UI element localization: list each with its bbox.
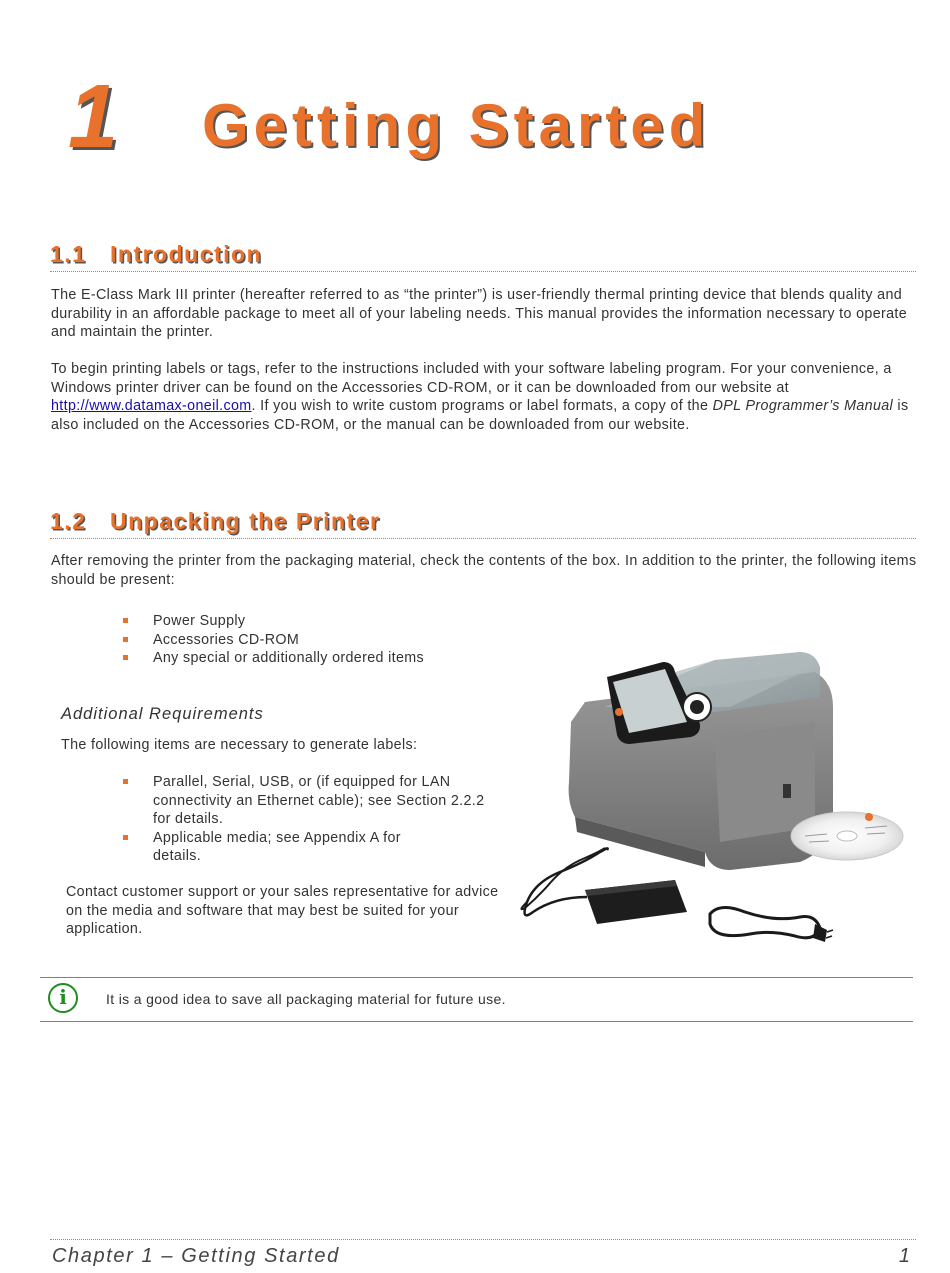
note-text: It is a good idea to save all packaging material for future use. bbox=[106, 991, 506, 1007]
additional-requirements-heading: Additional Requirements bbox=[61, 705, 264, 723]
list-item bbox=[123, 631, 523, 650]
section-number: 1.2 bbox=[50, 508, 87, 534]
footer-divider bbox=[50, 1239, 916, 1240]
chapter-title: Getting Started bbox=[202, 92, 711, 159]
manual-title: DPL Programmer’s Manual bbox=[712, 398, 894, 414]
accessories-cd bbox=[791, 812, 903, 860]
bullet-icon bbox=[123, 655, 128, 660]
list-item-label: Parallel, Serial, USB, or (if equipped for LAN connectivity an Ethernet cable); see Section 2.2.2 for details. bbox=[153, 774, 485, 827]
contact-paragraph: Contact customer support or your sales representative for advice on the media and software that may best be suited for your application. bbox=[66, 884, 499, 937]
section-divider bbox=[50, 271, 916, 272]
intro-text-part: is also included on the Accessories CD-ROM, or the manual can be downloaded from our website. bbox=[51, 398, 909, 433]
info-icon: i bbox=[48, 983, 78, 1013]
box-contents-list bbox=[123, 612, 523, 668]
section-divider bbox=[50, 538, 916, 539]
intro-text-part: To begin printing labels or tags, refer to the instructions included with your software labeling program. For your convenience, a Windows printer driver can be found on the Accessories CD-ROM, or it can be downloaded from our website at bbox=[51, 361, 892, 396]
list-item bbox=[123, 773, 503, 829]
list-item-label: Power Supply bbox=[153, 613, 246, 629]
section-title: Unpacking the Printer bbox=[110, 508, 381, 534]
requirements-list bbox=[123, 773, 503, 866]
website-link[interactable]: http://www.datamax-oneil.com bbox=[51, 398, 252, 414]
list-item-label: Accessories CD-ROM bbox=[153, 631, 300, 648]
list-item bbox=[123, 829, 503, 866]
chapter-number: 1 bbox=[68, 67, 119, 167]
bullet-icon bbox=[123, 835, 128, 840]
intro-text-part: . If you wish to write custom programs or label formats, a copy of the bbox=[251, 398, 713, 414]
bullet-icon bbox=[123, 618, 128, 623]
bullet-icon bbox=[123, 779, 128, 784]
section-heading-introduction bbox=[50, 243, 262, 266]
intro-paragraph-1: The E-Class Mark III printer (hereafter referred to as “the printer”) is user-friendly thermal printing device that blends quality and durability in an affordable package to meet all of your labeling needs. This manual provides the information necessary to operate and maintain the printer. bbox=[51, 287, 908, 340]
list-item-label: Any special or additionally ordered items bbox=[153, 650, 425, 666]
intro-paragraph-2 bbox=[51, 360, 917, 434]
list-item-label: Applicable media; see Appendix A for details. bbox=[153, 829, 401, 864]
list-item bbox=[123, 612, 523, 631]
printer-illustration bbox=[515, 612, 915, 957]
additional-requirements-intro: The following items are necessary to generate labels: bbox=[61, 737, 418, 753]
list-item bbox=[123, 649, 523, 668]
section-number: 1.1 bbox=[50, 241, 87, 267]
bullet-icon bbox=[123, 637, 128, 642]
footer-page-number: 1 bbox=[898, 1245, 910, 1267]
section-heading-unpacking bbox=[50, 510, 380, 533]
footer-chapter-title: Chapter 1 – Getting Started bbox=[52, 1245, 340, 1267]
section-title: Introduction bbox=[110, 241, 263, 267]
unpacking-paragraph: After removing the printer from the packaging material, check the contents of the box. In addition to the printer, the following items should be present: bbox=[51, 553, 917, 588]
note-bar bbox=[40, 977, 913, 1022]
